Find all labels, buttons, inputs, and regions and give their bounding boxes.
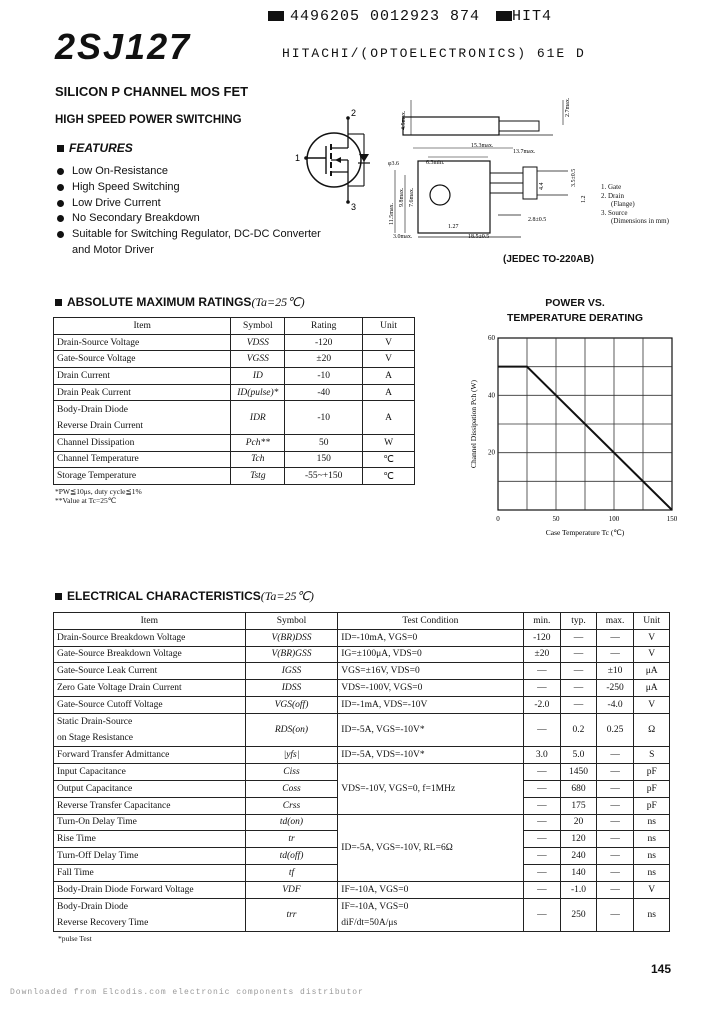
table-cell: -10 — [285, 368, 363, 385]
table-cell: ID — [231, 368, 285, 385]
x-axis-label: Case Temperature Tc (℃) — [545, 528, 625, 537]
table-cell: 20 — [561, 814, 597, 831]
table-cell: Body-Drain Diode — [54, 898, 246, 915]
elec-heading — [55, 589, 314, 604]
table-cell: -4.0 — [596, 696, 634, 713]
table-cell: Reverse Transfer Capacitance — [54, 797, 246, 814]
table-cell: td(on) — [245, 814, 338, 831]
dim-label: 4.4 — [539, 182, 545, 190]
features-list — [57, 164, 321, 259]
manufacturer-line: HITACHI/(OPTOELECTRONICS) 61E D — [282, 46, 586, 61]
table-cell: ID(pulse)* — [231, 384, 285, 401]
dim-label: 18.5±0.5 — [468, 234, 490, 240]
list-item — [57, 211, 321, 227]
table-cell: — — [523, 663, 561, 680]
table-row — [54, 384, 415, 401]
table-row — [54, 881, 670, 898]
device-type: SILICON P CHANNEL MOS FET — [55, 84, 249, 99]
table-row — [54, 747, 670, 764]
dim-label: 4.5max. — [401, 110, 407, 130]
table-cell: V — [363, 351, 415, 368]
table-cell: -120 — [523, 629, 561, 646]
table-header: Item — [54, 318, 231, 335]
table-cell: Fall Time — [54, 864, 246, 881]
table-row — [54, 814, 670, 831]
x-tick-label: 150 — [666, 515, 678, 523]
part-number: 2SJ127 — [55, 26, 192, 67]
table-header: Item — [54, 613, 246, 630]
footer-text: Downloaded from Elcodis.com electronic components distributor — [10, 988, 364, 997]
table-cell: VDS=-10V, VGS=0, f=1MHz — [338, 764, 523, 814]
table-row — [54, 764, 670, 781]
dim-label: 2.7max. — [565, 97, 571, 117]
mosfet-symbol-icon — [288, 108, 380, 216]
pin-1-label: 1 — [295, 153, 301, 163]
table-cell: μA — [634, 663, 670, 680]
table-cell: Gate-Source Cutoff Voltage — [54, 696, 246, 713]
table-cell: Pch** — [231, 434, 285, 451]
table-cell: -120 — [285, 334, 363, 351]
table-cell: A — [363, 401, 415, 434]
table-cell: -40 — [285, 384, 363, 401]
table-cell: V — [634, 881, 670, 898]
table-cell: V(BR)DSS — [245, 629, 338, 646]
table-header: typ. — [561, 613, 597, 630]
table-cell: W — [363, 434, 415, 451]
pin-legend-item: 2. Drain — [601, 191, 624, 200]
table-header: Symbol — [231, 318, 285, 335]
barcode-block-icon — [268, 11, 284, 21]
elec-title: ELECTRICAL CHARACTERISTICS — [67, 589, 261, 603]
bullet-icon — [57, 184, 64, 191]
dim-label: 1.27 — [448, 224, 459, 230]
dim-label: 1.2 — [581, 195, 587, 203]
table-cell: VDS=-100V, VGS=0 — [338, 680, 523, 697]
table-cell: — — [596, 764, 634, 781]
table-cell: — — [596, 814, 634, 831]
table-cell: Turn-On Delay Time — [54, 814, 246, 831]
header-code — [268, 8, 552, 25]
table-cell: RDS(on) — [245, 713, 338, 747]
table-cell: V(BR)GSS — [245, 646, 338, 663]
table-cell: ns — [634, 831, 670, 848]
table-cell: ns — [634, 864, 670, 881]
y-tick-label: 20 — [488, 448, 495, 457]
abs-max-table — [53, 317, 415, 485]
table-cell: Channel Dissipation — [54, 434, 231, 451]
table-row — [54, 696, 670, 713]
table-cell: Drain Peak Current — [54, 384, 231, 401]
y-tick-label: 40 — [488, 391, 495, 400]
table-cell: — — [523, 864, 561, 881]
table-cell: 3.0 — [523, 747, 561, 764]
table-cell: — — [523, 881, 561, 898]
table-cell: 0.25 — [596, 713, 634, 747]
bullet-square-icon — [55, 593, 62, 600]
table-cell: — — [596, 629, 634, 646]
package-label: (JEDEC TO-220AB) — [503, 254, 594, 265]
table-cell: — — [523, 780, 561, 797]
table-cell: ns — [634, 814, 670, 831]
table-cell: — — [561, 680, 597, 697]
bullet-icon — [57, 231, 64, 238]
pin-legend-item: (Flange) — [611, 200, 635, 208]
table-cell: ID=-5A, VDS=-10V* — [338, 747, 523, 764]
elec-note: *pulse Test — [58, 934, 92, 943]
table-cell: ℃ — [363, 468, 415, 485]
derating-chart — [462, 332, 682, 542]
dim-label: 15.3max. — [471, 143, 494, 149]
table-cell: -1.0 — [561, 881, 597, 898]
note-text: **Value at Tc=25℃ — [55, 496, 117, 505]
table-cell: — — [596, 881, 634, 898]
bullet-icon — [57, 215, 64, 222]
page-number: 145 — [651, 962, 672, 976]
pin-legend-item: 3. Source — [601, 208, 628, 217]
table-cell: IG=±100μA, VDS=0 — [338, 646, 523, 663]
table-cell: tr — [245, 831, 338, 848]
table-cell: — — [523, 713, 561, 747]
table-cell: VGS(off) — [245, 696, 338, 713]
features-title: FEATURES — [69, 141, 133, 155]
table-cell: ID=-1mA, VDS=-10V — [338, 696, 523, 713]
table-cell: — — [561, 696, 597, 713]
table-cell: S — [634, 747, 670, 764]
table-cell: — — [596, 898, 634, 932]
table-cell: Zero Gate Voltage Drain Current — [54, 680, 246, 697]
dim-label: 3.0max. — [393, 234, 413, 240]
table-cell: on Stage Resistance — [54, 730, 246, 747]
table-cell: Reverse Drain Current — [54, 418, 231, 435]
abs-max-heading — [55, 295, 305, 310]
feature-text: Low Drive Current — [72, 196, 161, 209]
table-cell: 250 — [561, 898, 597, 932]
dim-label: 13.7max. — [513, 149, 536, 155]
table-cell: Gate-Source Voltage — [54, 351, 231, 368]
table-row — [54, 351, 415, 368]
table-cell: — — [523, 764, 561, 781]
table-header-row — [54, 613, 670, 630]
x-tick-label: 50 — [552, 515, 560, 523]
table-cell: ns — [634, 898, 670, 932]
list-item — [57, 196, 321, 212]
list-item — [57, 164, 321, 180]
table-cell: Static Drain-Source — [54, 713, 246, 730]
table-cell: Drain-Source Breakdown Voltage — [54, 629, 246, 646]
feature-text: High Speed Switching — [72, 180, 180, 193]
feature-text: No Secondary Breakdown — [72, 212, 200, 225]
table-cell: μA — [634, 680, 670, 697]
table-row — [54, 680, 670, 697]
application: HIGH SPEED POWER SWITCHING — [55, 114, 242, 126]
table-cell: Drain-Source Voltage — [54, 334, 231, 351]
table-cell: — — [523, 797, 561, 814]
table-cell: VDSS — [231, 334, 285, 351]
table-row — [54, 434, 415, 451]
table-cell: ID=-5A, VGS=-10V* — [338, 713, 523, 747]
table-cell: VGSS — [231, 351, 285, 368]
table-cell: IF=-10A, VGS=0 — [338, 881, 523, 898]
table-cell: diF/dt=50A/μs — [338, 915, 523, 932]
table-cell: IDR — [231, 401, 285, 434]
table-cell: 1450 — [561, 764, 597, 781]
barcode-block-icon — [496, 11, 512, 21]
table-cell: — — [523, 848, 561, 865]
chart-title — [480, 296, 670, 326]
dim-label: 3.5±0.5 — [571, 168, 577, 187]
table-cell: A — [363, 368, 415, 385]
table-cell: pF — [634, 764, 670, 781]
table-header: Unit — [634, 613, 670, 630]
table-cell: ID=-5A, VGS=-10V, RL=6Ω — [338, 814, 523, 881]
x-tick-label: 100 — [608, 515, 620, 523]
bullet-icon — [57, 168, 64, 175]
elec-table — [53, 612, 670, 932]
table-cell: A — [363, 384, 415, 401]
table-cell: 0.2 — [561, 713, 597, 747]
list-item — [57, 180, 321, 196]
table-header-row — [54, 318, 415, 335]
table-cell: IF=-10A, VGS=0 — [338, 898, 523, 915]
abs-max-condition: (Ta=25℃) — [251, 295, 305, 309]
table-cell: Input Capacitance — [54, 764, 246, 781]
table-cell: 5.0 — [561, 747, 597, 764]
table-cell: tf — [245, 864, 338, 881]
table-cell: 150 — [285, 451, 363, 468]
table-cell: VDF — [245, 881, 338, 898]
table-cell: Reverse Recovery Time — [54, 915, 246, 932]
table-cell: Channel Temperature — [54, 451, 231, 468]
table-row — [54, 468, 415, 485]
pin-2-label: 2 — [351, 108, 357, 118]
table-cell: 680 — [561, 780, 597, 797]
table-cell: Body-Drain Diode Forward Voltage — [54, 881, 246, 898]
pin-legend — [601, 183, 669, 226]
table-row — [54, 401, 415, 418]
table-cell: — — [596, 848, 634, 865]
package-outline-diagram — [383, 95, 603, 245]
table-cell: — — [596, 864, 634, 881]
table-cell: V — [634, 629, 670, 646]
table-cell: Drain Current — [54, 368, 231, 385]
table-cell: 175 — [561, 797, 597, 814]
table-row — [54, 368, 415, 385]
dim-label: 2.8±0.5 — [528, 217, 547, 223]
table-cell: 140 — [561, 864, 597, 881]
dim-label: 11.5max. — [389, 202, 395, 225]
table-cell: -250 — [596, 680, 634, 697]
table-cell: ℃ — [363, 451, 415, 468]
table-cell: Storage Temperature — [54, 468, 231, 485]
dim-label: 9.8max. — [399, 187, 405, 207]
table-cell: pF — [634, 780, 670, 797]
table-header: Unit — [363, 318, 415, 335]
table-row — [54, 898, 670, 915]
bullet-square-icon — [55, 299, 62, 306]
table-cell: td(off) — [245, 848, 338, 865]
list-item — [57, 243, 321, 259]
bullet-icon — [57, 200, 64, 207]
y-tick-label: 60 — [488, 334, 495, 342]
header-code-suffix: HIT4 — [512, 8, 553, 25]
note-text: *PW≦10μs, duty cycle≦1% — [55, 487, 142, 496]
feature-text: Suitable for Switching Regulator, DC-DC Converter — [72, 228, 321, 241]
table-cell: ID=-10mA, VGS=0 — [338, 629, 523, 646]
table-row — [54, 646, 670, 663]
table-cell: V — [634, 696, 670, 713]
header-code-text: 4496205 0012923 874 — [290, 8, 481, 25]
table-header: Test Condition — [338, 613, 523, 630]
table-cell: V — [634, 646, 670, 663]
table-cell: -2.0 — [523, 696, 561, 713]
table-cell: Ciss — [245, 764, 338, 781]
table-cell: pF — [634, 797, 670, 814]
table-cell: — — [596, 747, 634, 764]
feature-text: and Motor Driver — [72, 243, 154, 256]
table-row — [54, 663, 670, 680]
table-cell: Tch — [231, 451, 285, 468]
table-cell: Body-Drain Diode — [54, 401, 231, 418]
table-cell: |yfs| — [245, 747, 338, 764]
elec-condition: (Ta=25℃) — [260, 589, 314, 603]
table-cell: — — [596, 797, 634, 814]
table-cell: V — [363, 334, 415, 351]
pin-3-label: 3 — [351, 202, 357, 212]
table-header: Rating — [285, 318, 363, 335]
table-cell: — — [523, 814, 561, 831]
table-cell: IDSS — [245, 680, 338, 697]
bullet-square-icon — [57, 145, 64, 152]
table-row — [54, 451, 415, 468]
list-item — [57, 227, 321, 243]
dim-label: 6.3min. — [426, 160, 445, 166]
table-cell: Tstg — [231, 468, 285, 485]
table-cell: -55~+150 — [285, 468, 363, 485]
table-cell: — — [523, 898, 561, 932]
pin-legend-item: (Dimensions in mm) — [611, 217, 669, 225]
table-cell: Coss — [245, 780, 338, 797]
table-cell: 120 — [561, 831, 597, 848]
chart-title-line1: POWER VS. — [545, 297, 605, 309]
table-cell: Output Capacitance — [54, 780, 246, 797]
table-cell: — — [523, 680, 561, 697]
table-cell: IGSS — [245, 663, 338, 680]
table-cell: — — [561, 663, 597, 680]
table-cell: Gate-Source Breakdown Voltage — [54, 646, 246, 663]
table-cell: 240 — [561, 848, 597, 865]
table-row — [54, 713, 670, 730]
table-cell: Crss — [245, 797, 338, 814]
table-cell: — — [596, 780, 634, 797]
x-tick-label: 0 — [496, 515, 500, 523]
table-cell: Turn-Off Delay Time — [54, 848, 246, 865]
table-cell: — — [596, 831, 634, 848]
table-cell: — — [561, 629, 597, 646]
table-row — [54, 334, 415, 351]
chart-title-line2: TEMPERATURE DERATING — [506, 312, 644, 324]
table-cell: Ω — [634, 713, 670, 747]
table-cell: Rise Time — [54, 831, 246, 848]
feature-text: Low On-Resistance — [72, 165, 168, 177]
table-cell: Gate-Source Leak Current — [54, 663, 246, 680]
table-cell: — — [561, 646, 597, 663]
table-cell: -10 — [285, 401, 363, 434]
table-cell: ±20 — [523, 646, 561, 663]
y-axis-label: Channel Dissipation Pch (W) — [469, 379, 478, 469]
abs-max-notes — [55, 487, 142, 505]
table-cell: — — [596, 646, 634, 663]
table-header: max. — [596, 613, 634, 630]
table-cell: — — [523, 831, 561, 848]
abs-max-title: ABSOLUTE MAXIMUM RATINGS — [67, 295, 252, 309]
table-cell: 50 — [285, 434, 363, 451]
table-cell: VGS=±16V, VDS=0 — [338, 663, 523, 680]
table-header: Symbol — [245, 613, 338, 630]
table-row — [54, 629, 670, 646]
table-cell: ±20 — [285, 351, 363, 368]
table-cell: Forward Transfer Admittance — [54, 747, 246, 764]
table-cell: ±10 — [596, 663, 634, 680]
dim-label: φ3.6 — [388, 161, 399, 167]
table-header: min. — [523, 613, 561, 630]
table-cell: ns — [634, 848, 670, 865]
dim-label: 7.6max. — [409, 187, 415, 207]
table-cell: trr — [245, 898, 338, 932]
features-heading — [57, 141, 133, 155]
pin-legend-item: 1. Gate — [601, 183, 622, 191]
